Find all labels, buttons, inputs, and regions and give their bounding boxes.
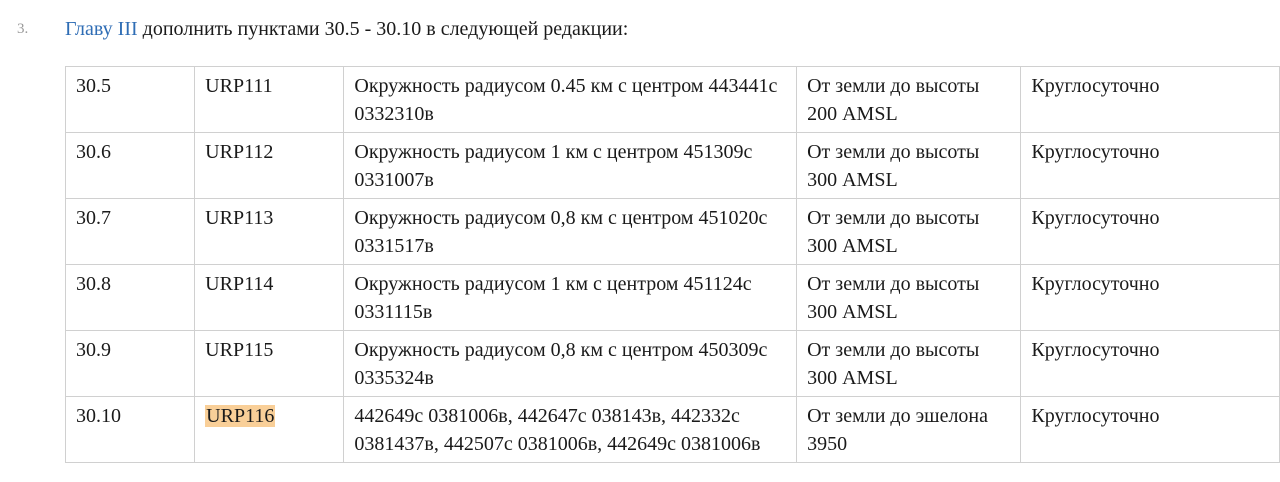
cell-height: От земли до высоты 300 AMSL	[797, 199, 1021, 265]
cell-code: URP115	[195, 331, 344, 397]
cell-number: 30.9	[66, 331, 195, 397]
cell-number: 30.6	[66, 133, 195, 199]
table-row	[66, 67, 1280, 133]
cell-code: URP112	[195, 133, 344, 199]
cell-number: 30.5	[66, 67, 195, 133]
cell-area: Окружность радиусом 1 км с центром 451124с 0331115в	[344, 265, 797, 331]
cell-number: 30.10	[66, 397, 195, 463]
cell-number: 30.7	[66, 199, 195, 265]
table-row	[66, 397, 1280, 463]
cell-time: Круглосуточно	[1021, 265, 1280, 331]
table-row	[66, 265, 1280, 331]
cell-time: Круглосуточно	[1021, 331, 1280, 397]
cell-time: Круглосуточно	[1021, 67, 1280, 133]
cell-area: Окружность радиусом 0,8 км с центром 450309с 0335324в	[344, 331, 797, 397]
cell-area: Окружность радиусом 1 км с центром 451309с 0331007в	[344, 133, 797, 199]
cell-height: От земли до эшелона 3950	[797, 397, 1021, 463]
table-row	[66, 331, 1280, 397]
cell-time: Круглосуточно	[1021, 199, 1280, 265]
cell-height: От земли до высоты 300 AMSL	[797, 331, 1021, 397]
intro-paragraph	[65, 16, 628, 42]
cell-area: Окружность радиусом 0,8 км с центром 451020с 0331517в	[344, 199, 797, 265]
cell-time: Круглосуточно	[1021, 397, 1280, 463]
list-item-number: 3.	[17, 21, 29, 37]
cell-height: От земли до высоты 200 AMSL	[797, 67, 1021, 133]
cell-height: От земли до высоты 300 AMSL	[797, 265, 1021, 331]
cell-code: URP111	[195, 67, 344, 133]
table-row	[66, 199, 1280, 265]
cell-time: Круглосуточно	[1021, 133, 1280, 199]
chapter-link[interactable]: Главу III	[65, 18, 138, 40]
cell-area: Окружность радиусом 0.45 км с центром 443441с 0332310в	[344, 67, 797, 133]
amendment-table	[65, 66, 1280, 463]
intro-text: дополнить пунктами 30.5 - 30.10 в следующей редакции:	[137, 18, 629, 40]
cell-code: URP114	[195, 265, 344, 331]
cell-area: 442649с 0381006в, 442647с 038143в, 442332с 0381437в, 442507с 0381006в, 442649с 0381006в	[344, 397, 797, 463]
cell-code	[195, 397, 344, 463]
cell-code: URP113	[195, 199, 344, 265]
table-row	[66, 133, 1280, 199]
highlighted-code: URP116	[206, 405, 275, 427]
cell-number: 30.8	[66, 265, 195, 331]
cell-height: От земли до высоты 300 AMSL	[797, 133, 1021, 199]
